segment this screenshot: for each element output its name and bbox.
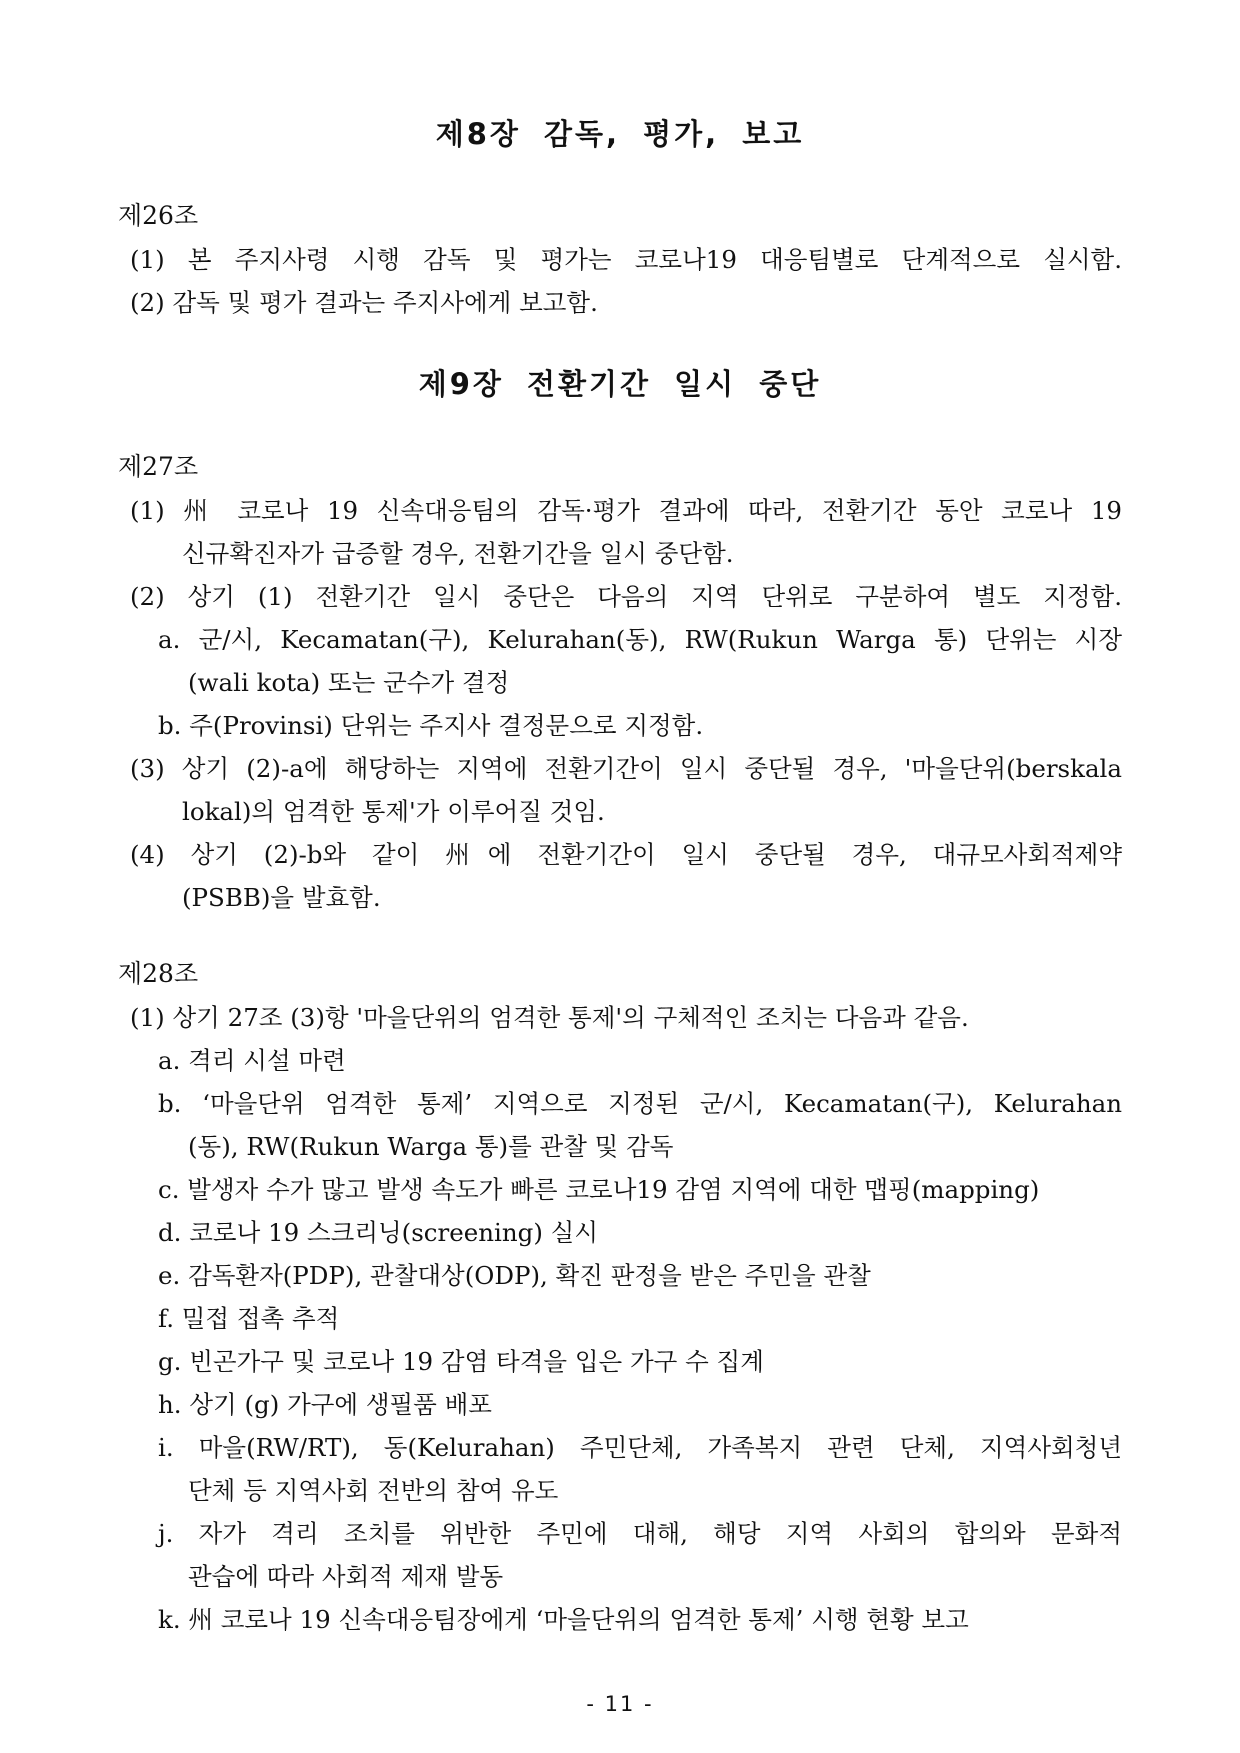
article-28-line-3: b. ‘마을단위 엄격한 통제’ 지역으로 지정된 군/시, Kecamatan(구), Kelurahan [158, 1089, 1122, 1118]
article-28-line-12: 단체 등 지역사회 전반의 참여 유도 [188, 1476, 559, 1505]
article-27-line-9: (4) 상기 (2)-b와 같이 州에 전환기간이 일시 중단될 경우, 대규모사회적제약 [130, 840, 1122, 869]
article-27-line-1: (1) 州 코로나 19 신속대응팀의 감독·평가 결과에 따라, 전환기간 동안 코로나 19 [130, 496, 1122, 525]
chapter-8-title: 제8장 감독, 평가, 보고 [435, 117, 805, 151]
article-28-line-7: e. 감독환자(PDP), 관찰대상(ODP), 확진 판정을 받은 주민을 관찰 [158, 1261, 871, 1290]
article-27-line-10: (PSBB)을 발효함. [182, 883, 381, 912]
article-26-heading: 제26조 [118, 201, 199, 230]
article-28-line-6: d. 코로나 19 스크리닝(screening) 실시 [158, 1218, 598, 1247]
chapter-9-title: 제9장 전환기간 일시 중단 [418, 367, 822, 401]
article-28-heading: 제28조 [118, 959, 199, 988]
article-27-line-2: 신규확진자가 급증할 경우, 전환기간을 일시 중단함. [182, 539, 734, 568]
article-28-line-8: f. 밀접 접촉 추적 [158, 1304, 340, 1333]
article-28-line-5: c. 발생자 수가 많고 발생 속도가 빠른 코로나19 감염 지역에 대한 맵핑(mapping) [158, 1175, 1040, 1204]
article-28-line-1: (1) 상기 27조 (3)항 '마을단위의 엄격한 통제'의 구체적인 조치는 다음과 같음. [130, 1003, 969, 1032]
article-28-line-11: i. 마을(RW/RT), 동(Kelurahan) 주민단체, 가족복지 관련 단체, 지역사회청년 [158, 1433, 1122, 1462]
article-27-heading: 제27조 [118, 452, 199, 481]
article-28-line-4: (동), RW(Rukun Warga 통)를 관찰 및 감독 [188, 1132, 674, 1161]
article-27-line-8: lokal)의 엄격한 통제'가 이루어질 것임. [182, 797, 605, 826]
article-27-line-5: (wali kota) 또는 군수가 결정 [188, 668, 510, 697]
article-27-line-7: (3) 상기 (2)-a에 해당하는 지역에 전환기간이 일시 중단될 경우, '마을단위(berskala [130, 754, 1122, 783]
article-28-line-9: g. 빈곤가구 및 코로나 19 감염 타격을 입은 가구 수 집계 [158, 1347, 764, 1376]
article-27-line-4: a. 군/시, Kecamatan(구), Kelurahan(동), RW(Rukun Warga 통) 단위는 시장 [158, 625, 1122, 654]
article-27-line-6: b. 주(Provinsi) 단위는 주지사 결정문으로 지정함. [158, 711, 704, 740]
page-number: - 11 - [586, 1692, 654, 1716]
article-28-line-13: j. 자가 격리 조치를 위반한 주민에 대해, 해당 지역 사회의 합의와 문화적 [158, 1519, 1122, 1548]
article-28-line-15: k. 州 코로나 19 신속대응팀장에게 ‘마을단위의 엄격한 통제’ 시행 현황 보고 [158, 1605, 969, 1634]
article-28-line-2: a. 격리 시설 마련 [158, 1046, 346, 1075]
article-26-item-2: (2) 감독 및 평가 결과는 주지사에게 보고함. [130, 288, 598, 317]
article-26-item-1: (1) 본 주지사령 시행 감독 및 평가는 코로나19 대응팀별로 단계적으로 실시함. [130, 245, 1122, 274]
article-28-line-14: 관습에 따라 사회적 제재 발동 [188, 1562, 504, 1591]
article-28-line-10: h. 상기 (g) 가구에 생필품 배포 [158, 1390, 492, 1419]
article-27-line-3: (2) 상기 (1) 전환기간 일시 중단은 다음의 지역 단위로 구분하여 별도 지정함. [130, 582, 1122, 611]
